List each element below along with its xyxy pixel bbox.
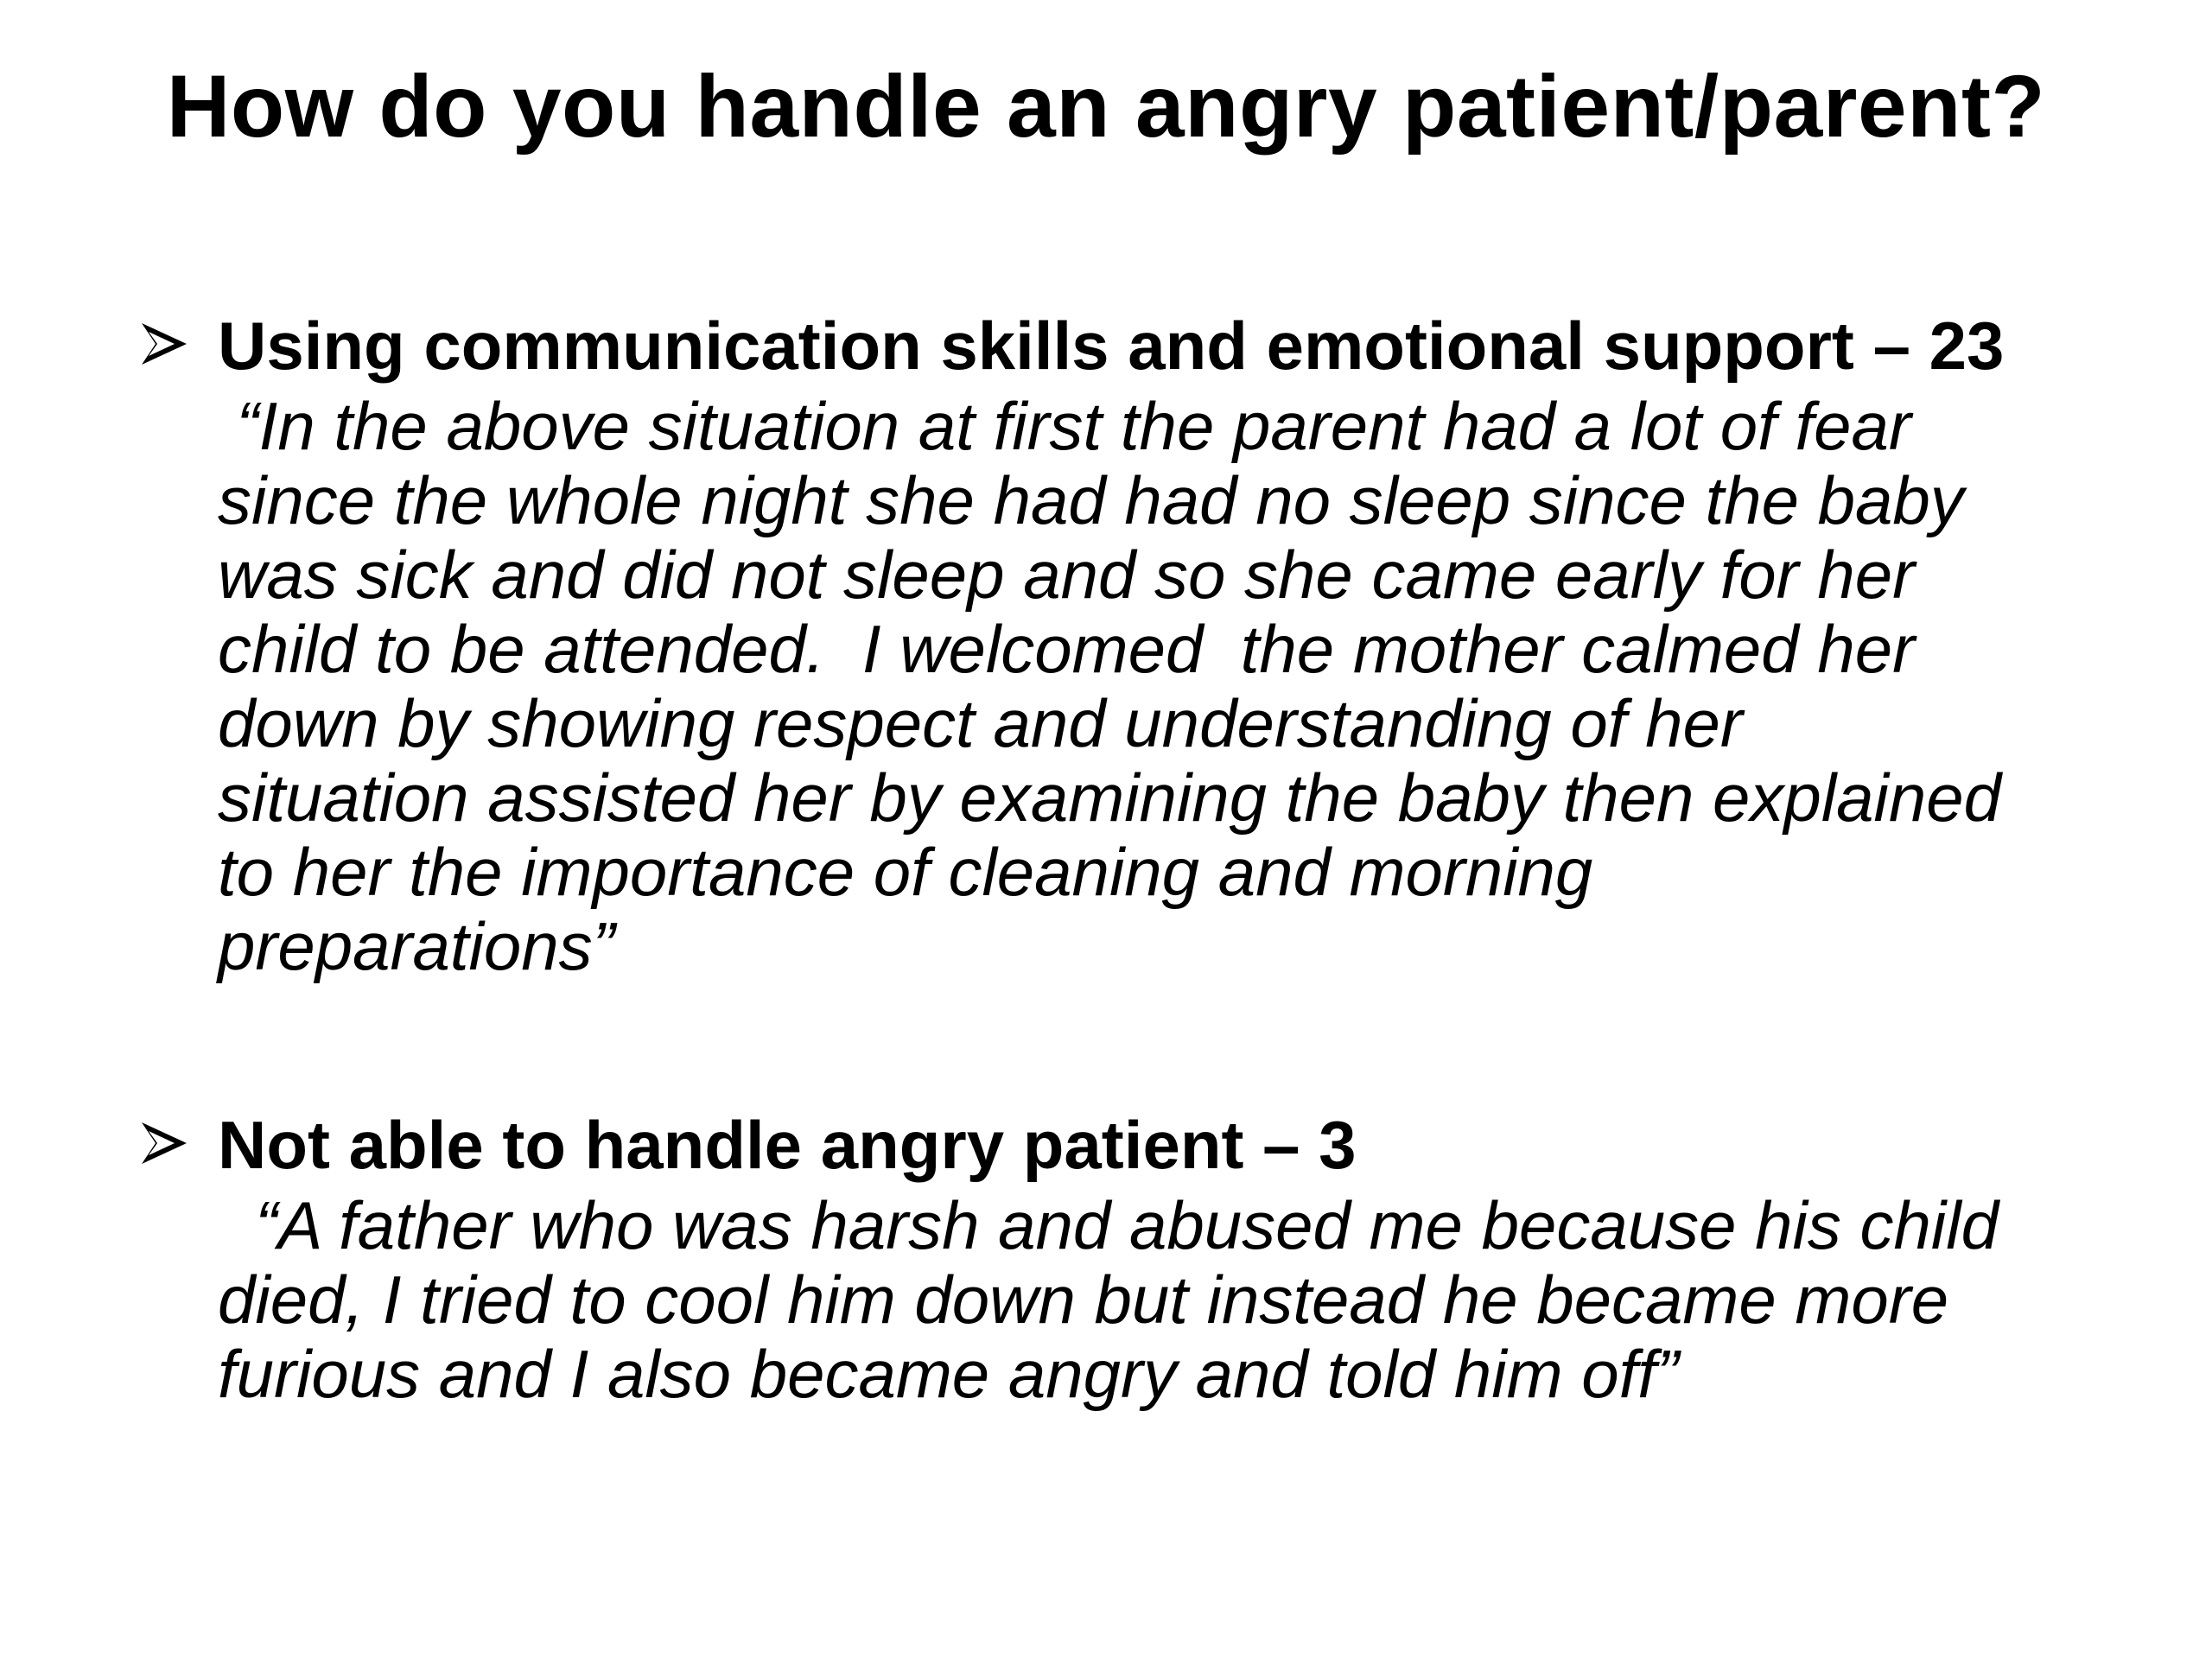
bullet-item <box>138 1102 2126 1411</box>
bullet-header <box>138 1102 2126 1188</box>
bullet-quote: “In the above situation at first the parent had a lot of fear since the whole night she had had no sleep since the baby was sick and did not sleep and so she came early for her child to be attended. I welcomed the mother calmed her down by showing respect and understanding of her situation assisted her by examining the baby then explained to her the importance of cleaning and morning preparations” <box>218 388 2001 984</box>
bullet-header <box>138 302 2126 389</box>
bullet-quote: “A father who was harsh and abused me because his child died, I tried to cool him down but instead he became more furious and I also became angry and told him off” <box>218 1187 1999 1412</box>
bullet-item <box>138 302 2126 983</box>
arrowhead-bullet-icon <box>138 1117 190 1169</box>
slide-title: How do you handle an angry patient/parent? <box>166 57 2046 156</box>
arrowhead-bullet-icon <box>138 318 190 370</box>
bullet-heading: Not able to handle angry patient – 3 <box>218 1107 1357 1183</box>
bullet-heading: Using communication skills and emotional support – 23 <box>218 308 2005 384</box>
